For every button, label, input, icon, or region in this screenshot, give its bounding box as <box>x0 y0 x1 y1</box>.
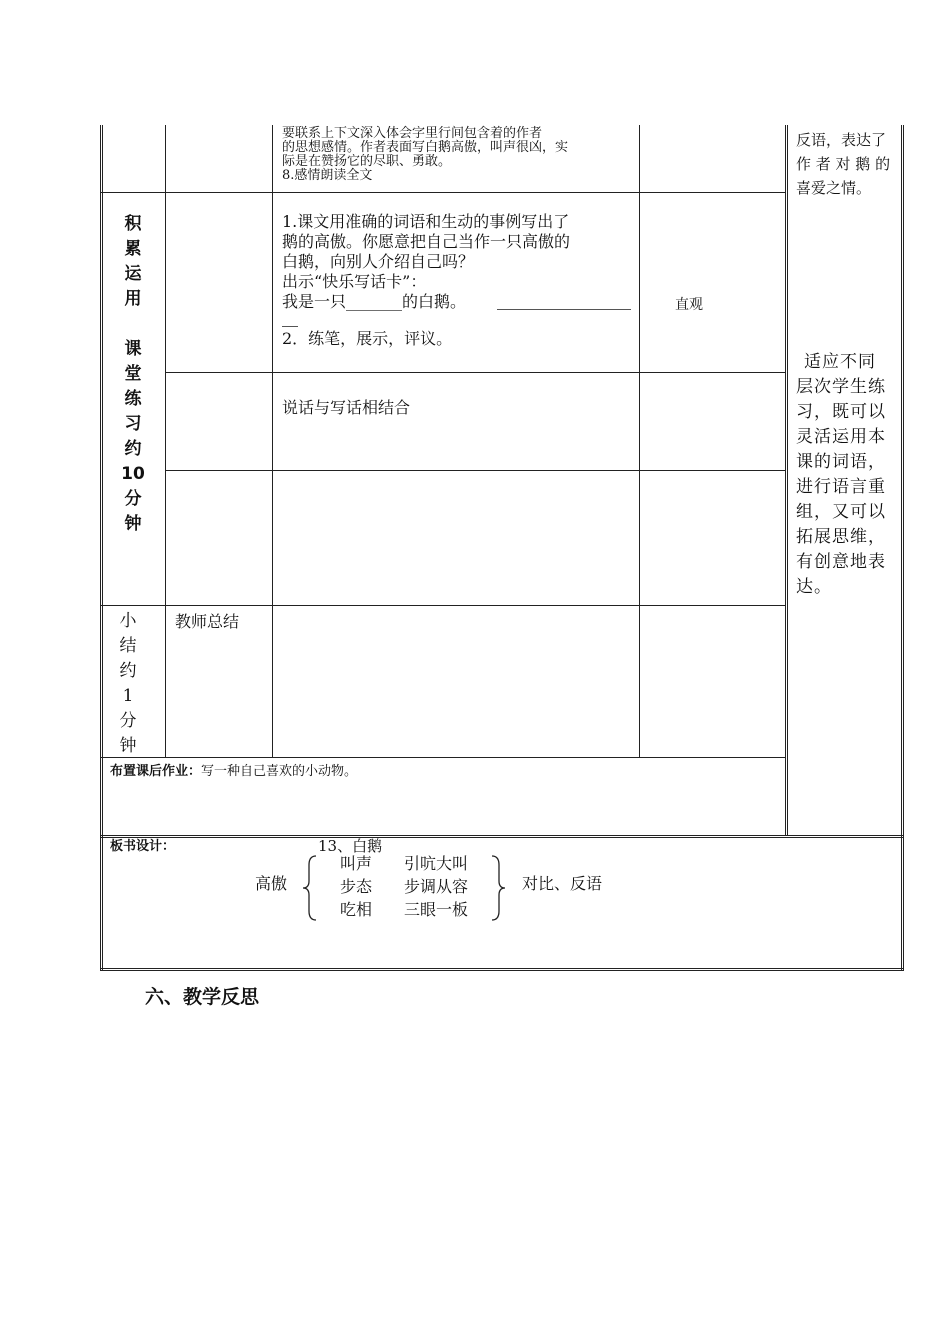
board-row <box>340 898 468 921</box>
label-char: 用 <box>124 289 142 309</box>
note-line: 进行语言重 <box>796 477 886 497</box>
board-label: 板书设计： <box>110 839 176 854</box>
label-char: 课 <box>124 339 142 359</box>
homework-text: 写一种自己喜欢的小动物。 <box>201 764 358 779</box>
content-line: 要联系上下文深入体会字里行间包含着的作者 <box>282 126 543 141</box>
task-line: 1.课文用准确的词语和生动的事例写出了 <box>282 212 570 231</box>
note-line: 组，又可以 <box>796 502 886 522</box>
label-char: 练 <box>124 389 142 409</box>
apply-task <box>282 212 637 312</box>
note-line: 课的词语， <box>796 452 886 472</box>
note-line: 作 者 对 鹅 的 <box>796 155 891 173</box>
section-summary-label <box>113 609 143 759</box>
note-line: 层次学生练 <box>796 377 886 397</box>
label-char: 运 <box>124 264 142 284</box>
label-char: 积 <box>124 214 142 234</box>
content-line: 的思想感情。作者表面写白鹅高傲，叫声很凶，实 <box>282 140 569 155</box>
note-line: 适应不同 <box>804 352 876 372</box>
label-char: 堂 <box>124 364 142 384</box>
label-char: 约 <box>119 661 137 681</box>
write-line <box>497 309 631 310</box>
label-char: 10 <box>121 464 145 484</box>
label-char: 1 <box>122 686 134 706</box>
label-char: 小 <box>119 611 137 631</box>
board-row-detail: 三眼一板 <box>404 900 469 919</box>
right-brace-icon <box>488 855 508 921</box>
board-row <box>340 875 468 898</box>
top-row-note <box>796 128 896 200</box>
board-row-detail: 引吭大叫 <box>404 854 469 873</box>
left-brace-icon <box>300 855 320 921</box>
note-line: 拓展思维， <box>796 527 886 547</box>
task-line: 出示“快乐写话卡”： <box>282 272 427 291</box>
combine-text: 说话与写话相结合 <box>282 398 411 417</box>
apply-task-2: 2．练笔，展示，评议。 <box>282 329 453 348</box>
label-char: 分 <box>119 711 137 731</box>
board-rows <box>340 852 468 921</box>
homework-label: 布置课后作业： <box>110 764 202 779</box>
board-title: 13、白鹅 <box>318 837 383 855</box>
label-char: 约 <box>124 439 142 459</box>
note-line: 喜爱之情。 <box>796 179 872 197</box>
board-row-aspect: 步态 <box>340 877 373 896</box>
note-line: 习，既可以 <box>796 402 886 422</box>
task-line: 鹅的高傲。你愿意把自己当作一只高傲的 <box>282 232 571 251</box>
content-line: 际是在赞扬它的尽职、勇敢。 <box>282 154 452 169</box>
label-char: 累 <box>124 239 142 259</box>
label-char: 分 <box>124 489 142 509</box>
section-apply-label <box>118 212 148 537</box>
label-char: 钟 <box>119 736 137 756</box>
teacher-summary: 教师总结 <box>175 612 240 631</box>
homework <box>110 764 357 780</box>
note-line: 反语，表达了 <box>796 131 887 149</box>
section-heading: 六、教学反思 <box>145 986 260 1008</box>
note-line: 灵活运用本 <box>796 427 886 447</box>
board-right-word: 对比、反语 <box>522 874 603 893</box>
label-char: 结 <box>119 636 137 656</box>
content-line: 8.感情朗读全文 <box>282 168 373 183</box>
note-line: 有创意地表 <box>796 552 886 572</box>
label-char: 钟 <box>124 514 142 534</box>
board-row <box>340 852 468 875</box>
method-cell: 直观 <box>675 297 703 313</box>
board-left-word: 高傲 <box>255 874 288 893</box>
label-char: 习 <box>124 414 142 434</box>
board-row-aspect: 吃相 <box>340 900 373 919</box>
write-line <box>282 326 298 327</box>
apply-note <box>796 350 896 600</box>
fill-blank-sentence: 我是一只_______的白鹅。 <box>282 292 467 311</box>
board-row-detail: 步调从容 <box>404 877 469 896</box>
note-line: 达。 <box>796 577 832 597</box>
board-row-aspect: 叫声 <box>340 854 373 873</box>
top-row-content <box>282 127 637 183</box>
label-char <box>118 312 148 337</box>
task-line: 白鹅，向别人介绍自己吗？ <box>282 252 475 271</box>
